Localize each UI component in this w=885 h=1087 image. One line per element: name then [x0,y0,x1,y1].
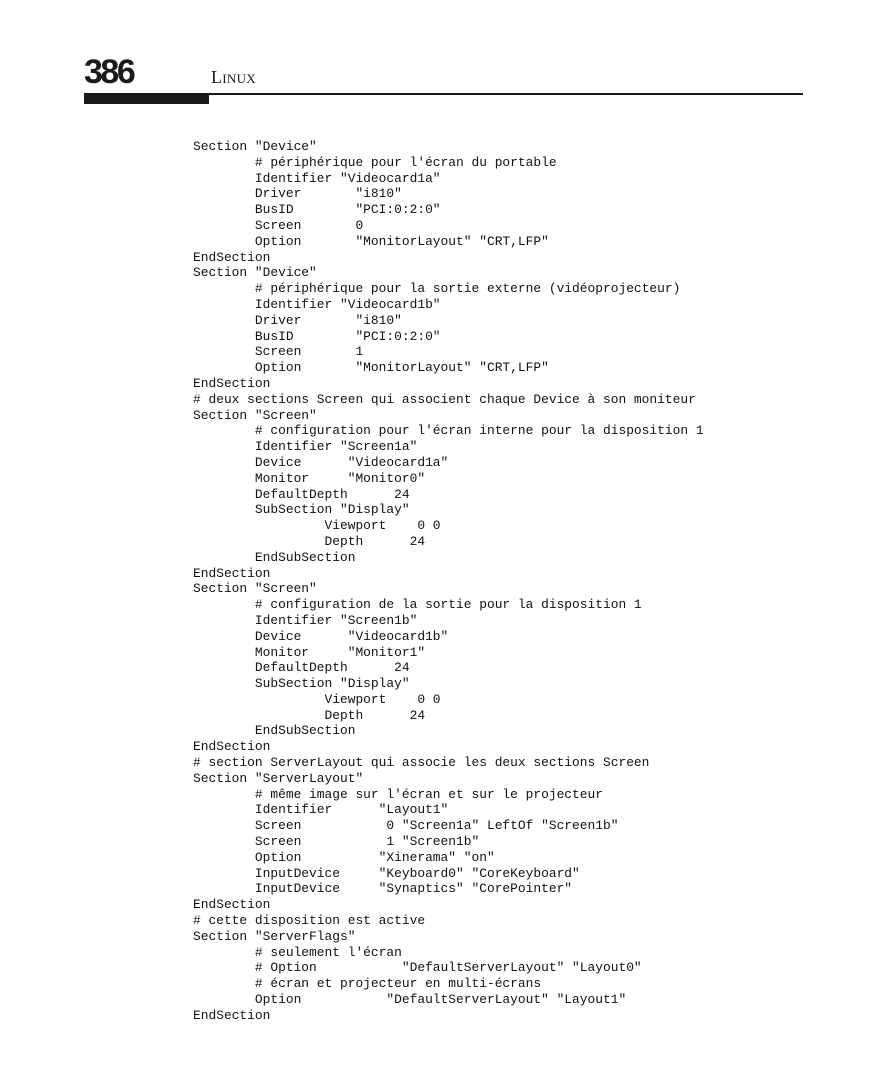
code-line: Section "Device" [193,265,317,281]
code-line: # périphérique pour l'écran du portable [193,154,557,170]
code-line: Viewport 0 0 [193,518,441,534]
code-line: EndSection [193,375,271,391]
code-line: # Option "DefaultServerLayout" "Layout0" [193,960,642,976]
code-line: Identifier "Videocard1b" [193,296,441,312]
code-line: Screen 0 [193,217,364,233]
code-line: InputDevice "Keyboard0" "CoreKeyboard" [193,865,580,881]
header-bar [84,93,209,104]
code-line: Viewport 0 0 [193,691,441,707]
code-line: Identifier "Screen1b" [193,612,418,628]
code-line: Section "ServerLayout" [193,770,364,786]
code-line: EndSection [193,897,271,913]
code-line: EndSubSection [193,723,356,739]
code-line: Section "Screen" [193,581,317,597]
code-line: Option "MonitorLayout" "CRT,LFP" [193,360,549,376]
code-line: Device "Videocard1b" [193,628,449,644]
running-head: Linux [211,67,256,87]
code-line: # écran et projecteur en multi-écrans [193,976,542,992]
code-line: Option "DefaultServerLayout" "Layout1" [193,992,627,1008]
code-line: Identifier "Screen1a" [193,439,418,455]
code-line: EndSection [193,739,271,755]
code-line: # configuration de la sortie pour la disposition 1 [193,597,642,613]
code-line: DefaultDepth 24 [193,660,410,676]
code-line: Screen 0 "Screen1a" LeftOf "Screen1b" [193,818,619,834]
code-line: SubSection "Display" [193,502,410,518]
code-line: Driver "i810" [193,186,402,202]
code-line: Monitor "Monitor0" [193,470,426,486]
code-line: # section ServerLayout qui associe les deux sections Screen [193,755,650,771]
code-line: Section "Screen" [193,407,317,423]
code-line: # cette disposition est active [193,913,426,929]
code-line: # même image sur l'écran et sur le projecteur [193,786,603,802]
code-line: Identifier "Layout1" [193,802,449,818]
code-line: EndSection [193,565,271,581]
code-line: SubSection "Display" [193,676,410,692]
code-line: EndSubSection [193,549,356,565]
code-line: # configuration pour l'écran interne pour la disposition 1 [193,423,704,439]
code-line: Identifier "Videocard1a" [193,170,441,186]
page-number: 386 [84,53,134,91]
code-line: Screen 1 "Screen1b" [193,834,480,850]
code-line: DefaultDepth 24 [193,486,410,502]
code-line: Monitor "Monitor1" [193,644,426,660]
code-line: Section "Device" [193,139,317,154]
code-line: # périphérique pour la sortie externe (vidéoprojecteur) [193,281,681,297]
code-line: # deux sections Screen qui associent chaque Device à son moniteur [193,391,696,407]
code-line: BusID "PCI:0:2:0" [193,328,441,344]
code-line: Driver "i810" [193,312,402,328]
code-line: Section "ServerFlags" [193,928,356,944]
code-line: Device "Videocard1a" [193,454,449,470]
code-line: Option "MonitorLayout" "CRT,LFP" [193,233,549,249]
code-line: EndSection [193,1007,271,1023]
code-line: # seulement l'écran [193,944,402,960]
code-listing [193,139,704,1024]
code-line: InputDevice "Synaptics" "CorePointer" [193,881,573,897]
code-line: EndSection [193,249,271,265]
code-line: Depth 24 [193,533,426,549]
code-line: Screen 1 [193,344,364,360]
code-line: Depth 24 [193,707,426,723]
code-line: Option "Xinerama" "on" [193,849,495,865]
code-line: BusID "PCI:0:2:0" [193,202,441,218]
